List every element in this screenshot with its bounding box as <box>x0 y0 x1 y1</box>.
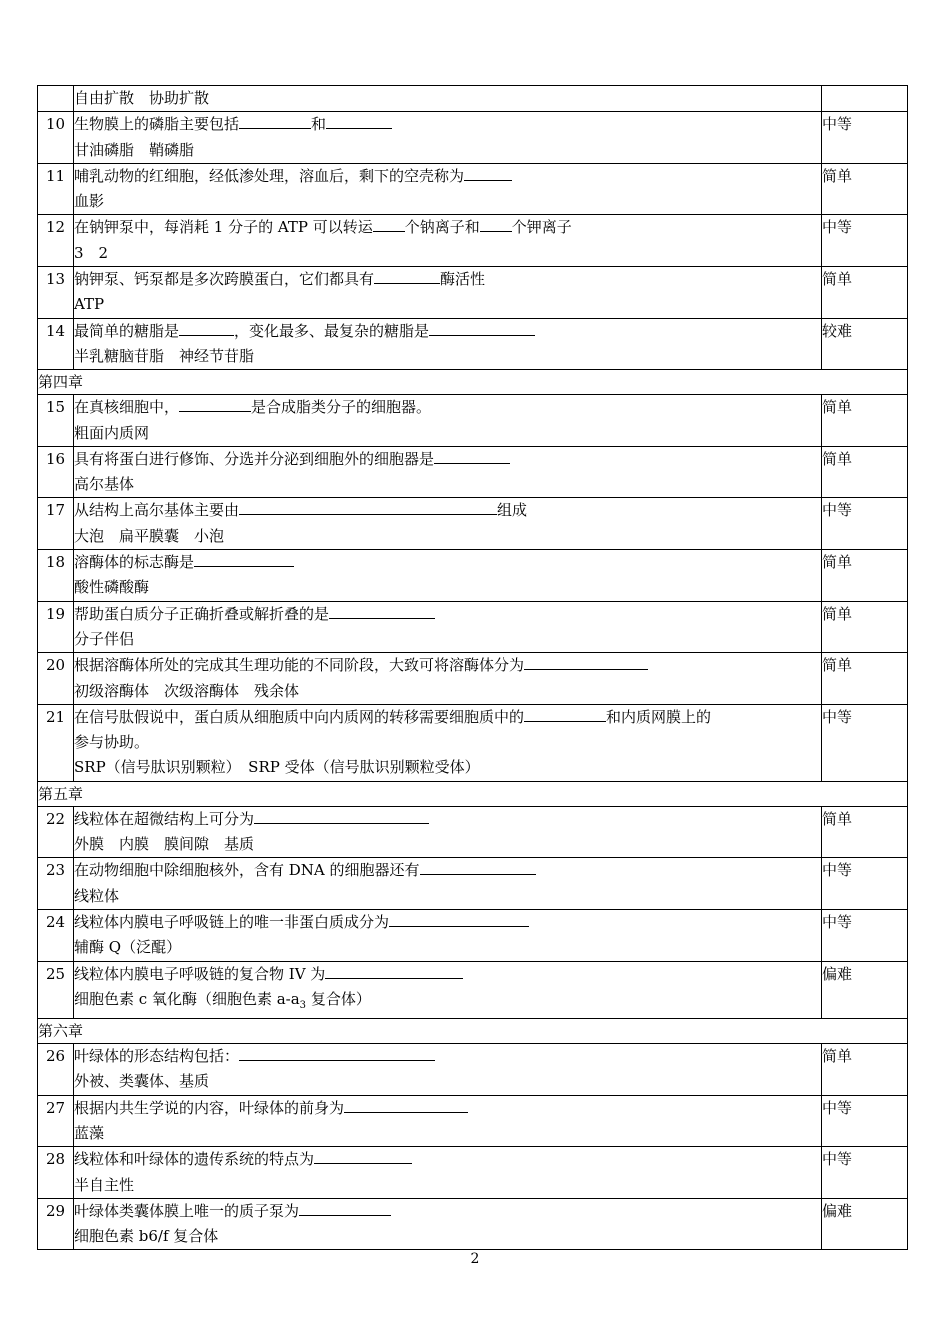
question-cell <box>74 86 822 112</box>
question-text: 从结构上高尔基体主要由 <box>74 501 240 520</box>
question-cell <box>74 163 822 215</box>
question-text: 在真核细胞中， <box>74 398 180 417</box>
answer-blank <box>326 112 392 129</box>
question-text: 最简单的糖脂是 <box>74 321 180 340</box>
question-number: 29 <box>38 1198 74 1250</box>
difficulty-cell: 中等 <box>822 215 908 267</box>
answer-text: 酸性磷酸酶 <box>74 578 150 597</box>
question-number <box>38 86 74 112</box>
subscript: 3 <box>299 999 307 1011</box>
answer-blank <box>389 910 529 927</box>
question-cell <box>74 446 822 498</box>
answer-text: 外被、类囊体、基质 <box>74 1072 210 1091</box>
answer-blank <box>299 1199 391 1216</box>
question-text: 生物膜上的磷脂主要包括 <box>74 115 240 134</box>
question-cell <box>74 215 822 267</box>
question-number: 26 <box>38 1044 74 1096</box>
table-row <box>38 318 908 370</box>
question-number: 11 <box>38 163 74 215</box>
chapter-row <box>38 781 908 806</box>
difficulty-cell: 简单 <box>822 601 908 653</box>
table-row <box>38 446 908 498</box>
question-number: 14 <box>38 318 74 370</box>
difficulty-cell: 中等 <box>822 909 908 961</box>
difficulty-cell: 简单 <box>822 446 908 498</box>
answer-text: 3 2 <box>74 243 109 262</box>
answer-blank <box>524 705 606 722</box>
difficulty-cell: 简单 <box>822 653 908 705</box>
question-text: 在信号肽假说中，蛋白质从细胞质中向内质网的转移需要细胞质中的 <box>74 707 525 726</box>
question-number: 10 <box>38 112 74 164</box>
table-row <box>38 1095 908 1147</box>
difficulty-cell: 简单 <box>822 163 908 215</box>
answer-blank <box>420 858 536 875</box>
question-text: 线粒体在超微结构上可分为 <box>74 809 255 828</box>
answer-text: 血影 <box>74 192 105 211</box>
table-row <box>38 163 908 215</box>
question-number: 28 <box>38 1147 74 1199</box>
question-cell <box>74 961 822 1019</box>
difficulty-cell: 简单 <box>822 806 908 858</box>
table-row <box>38 858 908 910</box>
question-cell <box>74 1147 822 1199</box>
difficulty-cell: 简单 <box>822 550 908 602</box>
answer-text: 自由扩散 协助扩散 <box>74 89 210 107</box>
difficulty-cell: 简单 <box>822 1044 908 1096</box>
question-cell <box>74 395 822 447</box>
answer-text-part: 复合体） <box>306 989 371 1008</box>
question-number: 24 <box>38 909 74 961</box>
question-text: 哺乳动物的红细胞，经低渗处理，溶血后，剩下的空壳称为 <box>74 166 465 185</box>
answer-blank <box>254 807 429 824</box>
answer-blank <box>373 215 405 232</box>
question-cell <box>74 498 822 550</box>
question-number: 13 <box>38 267 74 319</box>
answer-text: 辅酶 Q（泛醌） <box>74 938 182 957</box>
question-text: 线粒体内膜电子呼吸链的复合物 IV 为 <box>74 964 326 983</box>
question-number: 16 <box>38 446 74 498</box>
answer-blank <box>179 319 234 336</box>
table-row <box>38 806 908 858</box>
difficulty-cell <box>822 86 908 112</box>
question-text: 个钠离子和 <box>404 218 480 237</box>
question-text: 线粒体内膜电子呼吸链上的唯一非蛋白质成分为 <box>74 912 390 931</box>
table-row <box>38 498 908 550</box>
answer-text: 外膜 内膜 膜间隙 基质 <box>74 835 255 854</box>
table-row <box>38 1044 908 1096</box>
answer-blank <box>239 1044 435 1061</box>
question-cell <box>74 601 822 653</box>
answer-text: 甘油磷脂 鞘磷脂 <box>74 140 195 159</box>
question-cell <box>74 1044 822 1096</box>
table-row <box>38 1198 908 1250</box>
answer-blank <box>374 267 440 284</box>
difficulty-cell: 中等 <box>822 704 908 781</box>
question-text: 叶绿体的形态结构包括： <box>74 1047 240 1066</box>
answer-blank <box>464 164 512 181</box>
answer-text: 线粒体 <box>74 886 120 905</box>
question-text: 在钠钾泵中，每消耗 1 分子的 ATP 可以转运 <box>74 218 373 237</box>
question-text: 具有将蛋白进行修饰、分选并分泌到细胞外的细胞器是 <box>74 449 435 468</box>
difficulty-cell: 简单 <box>822 395 908 447</box>
question-text: 根据内共生学说的内容，叶绿体的前身为 <box>74 1098 345 1117</box>
question-number: 19 <box>38 601 74 653</box>
answer-blank <box>325 962 463 979</box>
question-number: 27 <box>38 1095 74 1147</box>
question-text: 帮助蛋白质分子正确折叠或解折叠的是 <box>74 604 330 623</box>
answer-text: 细胞色素 b6/f 复合体 <box>74 1227 219 1246</box>
question-text: 根据溶酶体所处的完成其生理功能的不同阶段，大致可将溶酶体分为 <box>74 656 525 675</box>
question-cell <box>74 806 822 858</box>
answer-blank <box>239 498 497 515</box>
question-number: 20 <box>38 653 74 705</box>
answer-text: 高尔基体 <box>74 475 135 494</box>
difficulty-cell: 偏难 <box>822 1198 908 1250</box>
answer-text: 蓝藻 <box>74 1123 105 1142</box>
question-cell <box>74 858 822 910</box>
question-number: 15 <box>38 395 74 447</box>
question-number: 25 <box>38 961 74 1019</box>
table-row <box>38 909 908 961</box>
question-number: 23 <box>38 858 74 910</box>
difficulty-cell: 中等 <box>822 498 908 550</box>
question-cell <box>74 267 822 319</box>
answer-text: 大泡 扁平膜囊 小泡 <box>74 526 225 545</box>
table-row <box>38 653 908 705</box>
table-row <box>38 86 908 112</box>
table-row <box>38 550 908 602</box>
answer-text <box>74 987 821 1018</box>
difficulty-cell: 中等 <box>822 112 908 164</box>
question-cell <box>74 653 822 705</box>
answer-text: 初级溶酶体 次级溶酶体 残余体 <box>74 681 300 700</box>
chapter-heading: 第六章 <box>38 1019 908 1044</box>
answer-blank <box>434 447 510 464</box>
question-cell <box>74 1095 822 1147</box>
difficulty-cell: 较难 <box>822 318 908 370</box>
table-row <box>38 961 908 1019</box>
answer-blank <box>329 602 435 619</box>
table-row <box>38 1147 908 1199</box>
answer-blank <box>179 395 251 412</box>
question-number: 18 <box>38 550 74 602</box>
table-row <box>38 601 908 653</box>
question-text: 个钾离子 <box>511 218 572 237</box>
answer-blank <box>480 215 512 232</box>
question-text: 钠钾泵、钙泵都是多次跨膜蛋白，它们都具有 <box>74 270 375 289</box>
question-text: 参与协助。 <box>74 733 150 752</box>
question-cell <box>74 704 822 781</box>
question-cell <box>74 1198 822 1250</box>
difficulty-cell: 中等 <box>822 1147 908 1199</box>
question-number: 21 <box>38 704 74 781</box>
question-text: 线粒体和叶绿体的遗传系统的特点为 <box>74 1150 315 1169</box>
table-row <box>38 395 908 447</box>
question-cell <box>74 550 822 602</box>
answer-text: 半乳糖脑苷脂 神经节苷脂 <box>74 346 255 365</box>
question-text: 和内质网膜上的 <box>606 707 712 726</box>
chapter-row <box>38 370 908 395</box>
question-text: 叶绿体类囊体膜上唯一的质子泵为 <box>74 1201 300 1220</box>
table-row <box>38 704 908 781</box>
chapter-heading: 第四章 <box>38 370 908 395</box>
page-number: 2 <box>470 1251 480 1267</box>
answer-text: 分子伴侣 <box>74 629 135 648</box>
question-cell <box>74 909 822 961</box>
difficulty-cell: 中等 <box>822 1095 908 1147</box>
answer-text: ATP <box>74 295 105 314</box>
question-number: 22 <box>38 806 74 858</box>
answer-blank <box>239 112 311 129</box>
answer-blank <box>194 550 294 567</box>
question-cell <box>74 318 822 370</box>
table-row <box>38 267 908 319</box>
chapter-heading: 第五章 <box>38 781 908 806</box>
question-number: 12 <box>38 215 74 267</box>
table-row <box>38 112 908 164</box>
table-row <box>38 215 908 267</box>
question-cell <box>74 112 822 164</box>
answer-blank <box>344 1096 468 1113</box>
difficulty-cell: 偏难 <box>822 961 908 1019</box>
question-text: 组成 <box>497 501 528 520</box>
answer-blank <box>314 1147 412 1164</box>
question-text: ，变化最多、最复杂的糖脂是 <box>234 321 430 340</box>
difficulty-cell: 简单 <box>822 267 908 319</box>
answer-blank <box>429 319 535 336</box>
question-text: 和 <box>311 115 327 134</box>
question-text: 酶活性 <box>440 270 486 289</box>
difficulty-cell: 中等 <box>822 858 908 910</box>
answer-text: 粗面内质网 <box>74 423 150 442</box>
answer-text: SRP（信号肽识别颗粒） SRP 受体（信号肽识别颗粒受体） <box>74 758 480 777</box>
question-table <box>37 85 908 1250</box>
answer-blank <box>524 653 648 670</box>
answer-text-part: 细胞色素 c 氧化酶（细胞色素 a-a <box>74 989 300 1008</box>
answer-text: 半自主性 <box>74 1175 135 1194</box>
question-text: 是合成脂类分子的细胞器。 <box>251 398 432 417</box>
question-text: 溶酶体的标志酶是 <box>74 553 195 572</box>
question-text: 在动物细胞中除细胞核外，含有 DNA 的细胞器还有 <box>74 861 420 880</box>
chapter-row <box>38 1019 908 1044</box>
question-number: 17 <box>38 498 74 550</box>
